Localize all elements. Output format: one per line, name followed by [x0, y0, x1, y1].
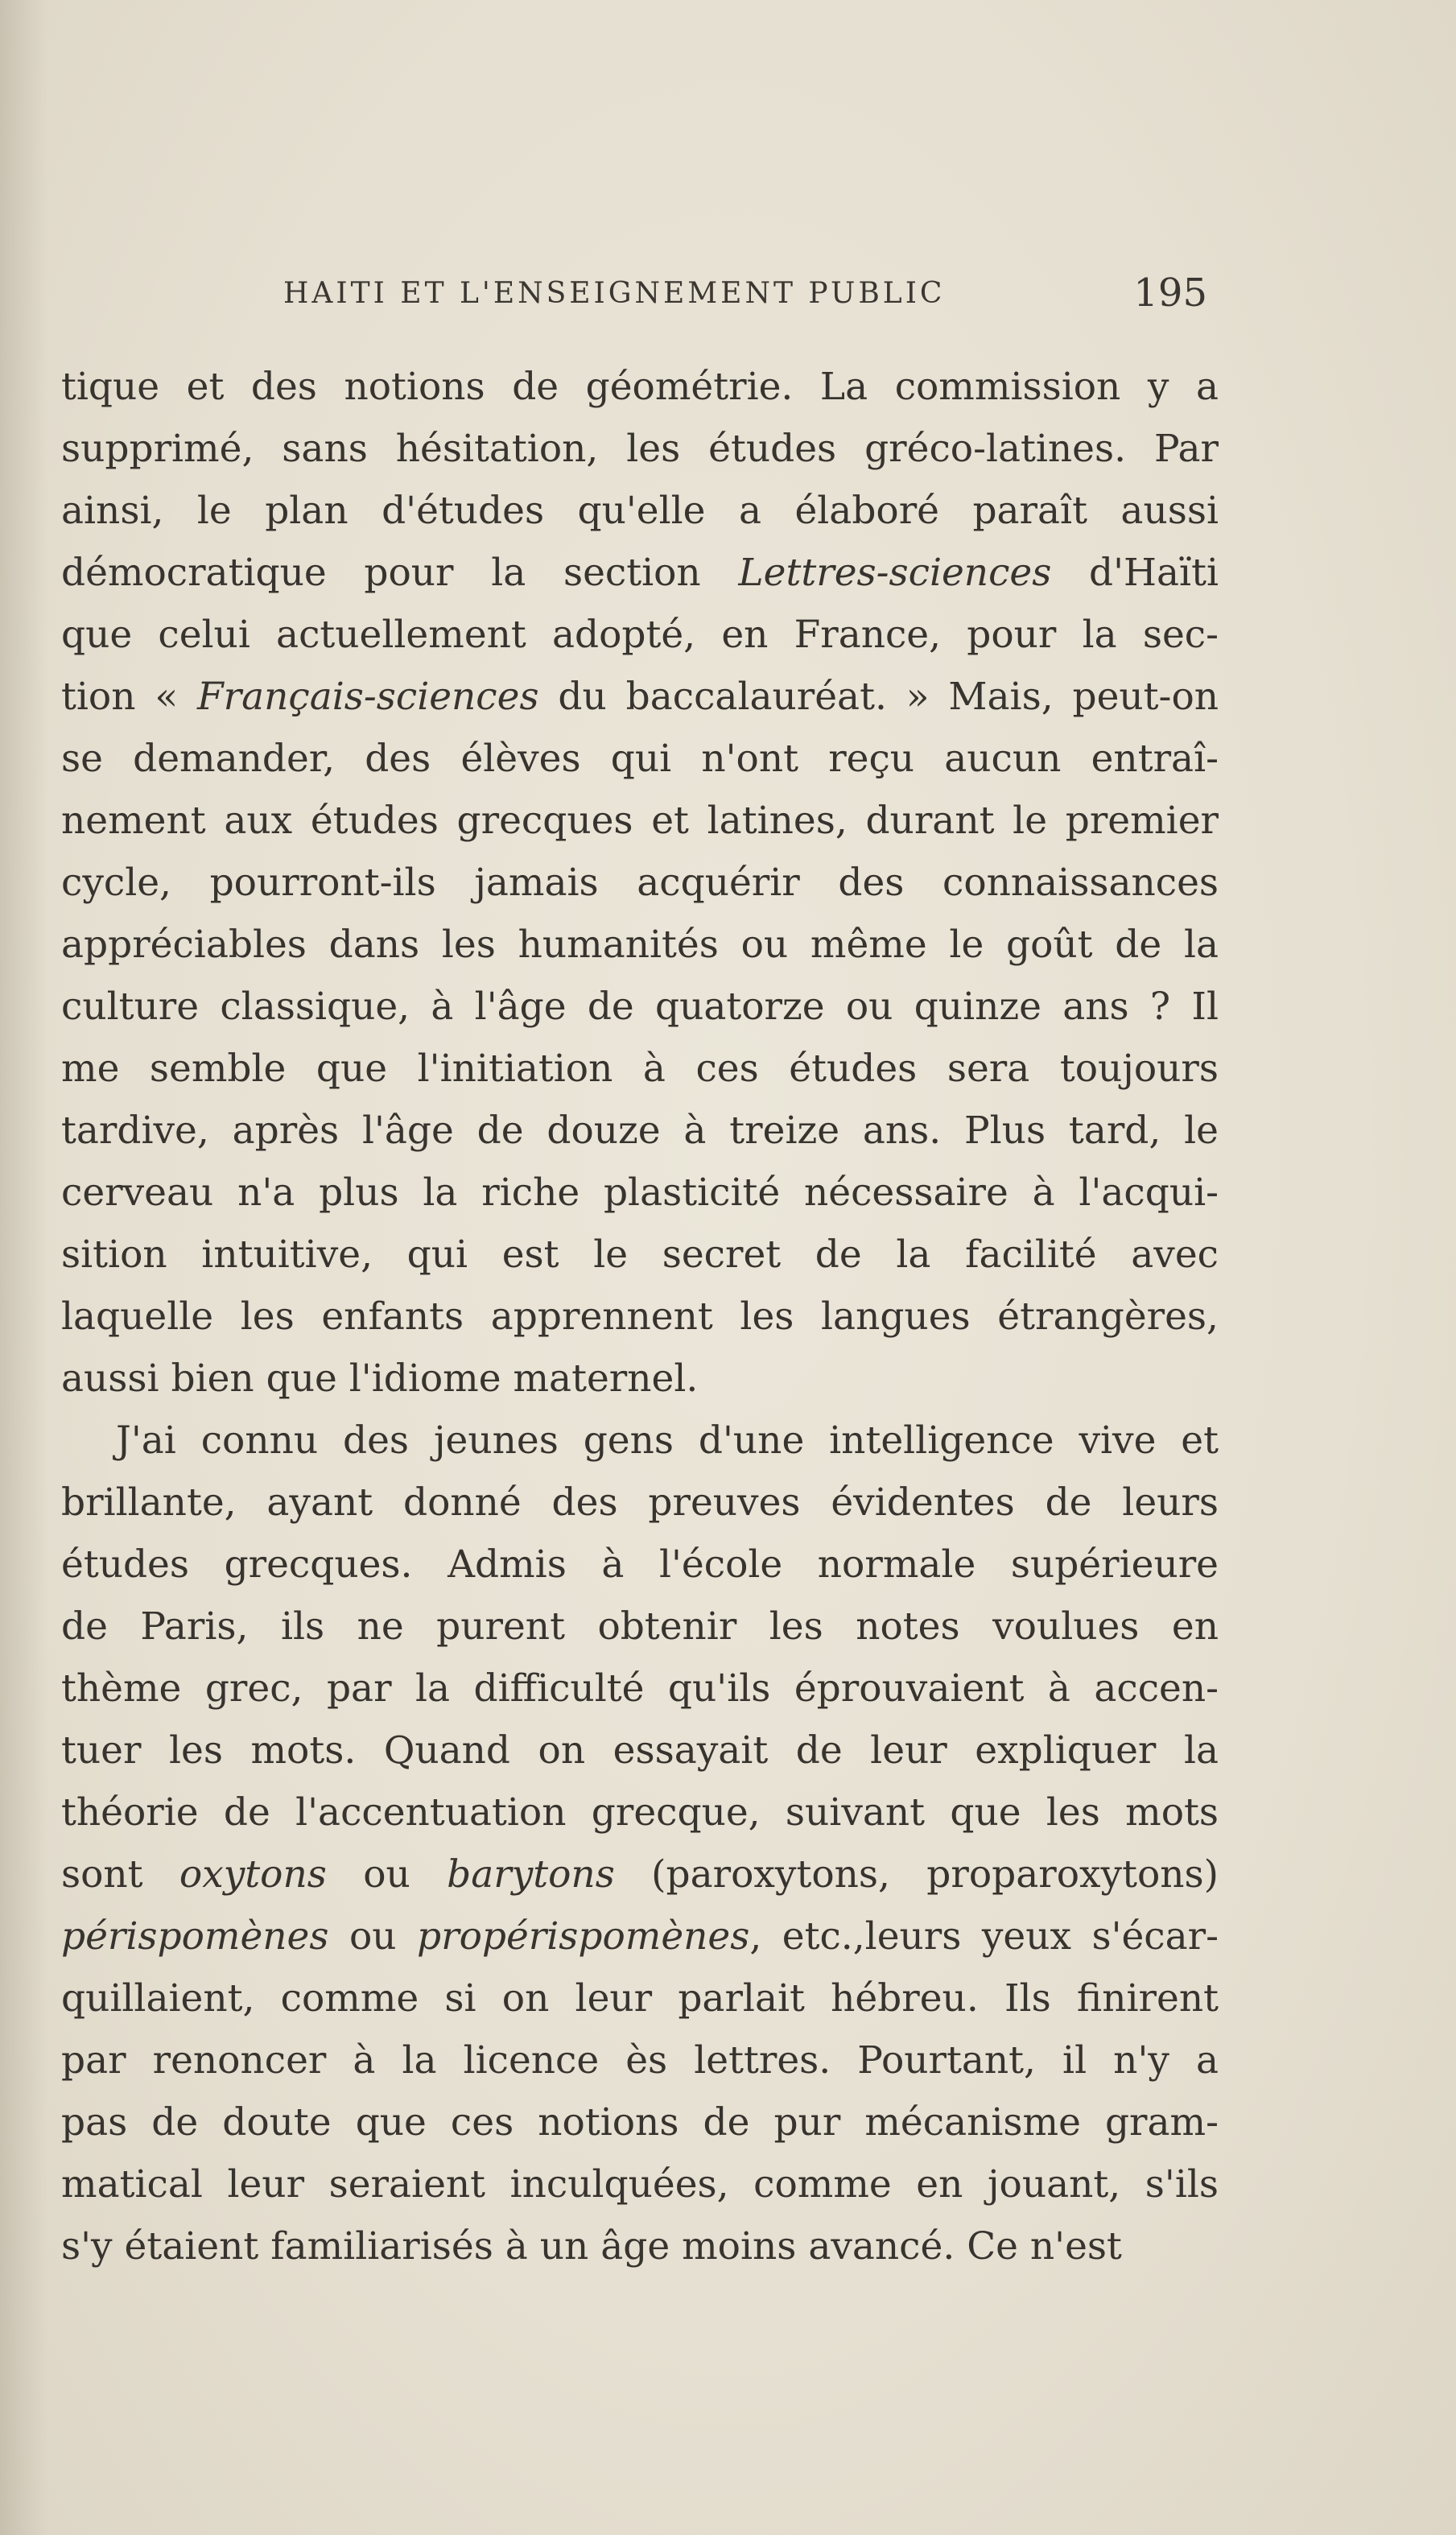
italic-term: périspomènes — [61, 1914, 329, 1959]
text-line — [61, 1348, 1219, 1410]
italic-term: Français-sciences — [197, 675, 539, 719]
text-line — [61, 2215, 1219, 2277]
page-number: 195 — [1133, 270, 1207, 316]
text-segment: supprimé, sans hésitation, les études gréco-latines. Par — [61, 427, 1219, 471]
text-line — [61, 2091, 1219, 2153]
text-line — [61, 666, 1219, 728]
text-segment: cycle, pourront-ils jamais acquérir des connaissances — [61, 861, 1219, 905]
text-segment: pas de doute que ces notions de pur mécanisme gram- — [61, 2100, 1219, 2145]
text-line — [61, 1843, 1219, 1905]
running-head — [283, 270, 1207, 319]
text-line — [61, 1472, 1219, 1534]
text-line — [61, 604, 1219, 666]
page-edge-shadow — [0, 0, 48, 2535]
text-segment: tardive, après l'âge de douze à treize ans. Plus tard, le — [61, 1109, 1219, 1153]
text-line — [61, 1905, 1219, 1967]
text-segment: de Paris, ils ne purent obtenir les notes voulues en — [61, 1604, 1219, 1649]
text-segment: démocratique pour la section — [61, 551, 739, 595]
text-segment: ou — [328, 1914, 418, 1959]
text-segment: culture classique, à l'âge de quatorze ou quinze ans ? Il — [61, 985, 1219, 1029]
text-segment: d'Haïti — [1051, 551, 1219, 595]
text-line — [61, 1224, 1219, 1286]
text-segment: théorie de l'accentuation grecque, suivant que les mots — [61, 1790, 1219, 1835]
text-segment: nement aux études grecques et latines, durant le premier — [61, 799, 1219, 843]
text-segment: sont — [61, 1852, 179, 1897]
text-segment: ou — [326, 1852, 448, 1897]
text-line — [61, 1100, 1219, 1162]
text-segment: par renoncer à la licence ès lettres. Pourtant, il n'y a — [61, 2038, 1219, 2083]
text-segment: cerveau n'a plus la riche plasticité nécessaire à l'acqui- — [61, 1170, 1219, 1215]
text-line — [61, 728, 1219, 790]
text-segment: études grecques. Admis à l'école normale supérieure — [61, 1542, 1219, 1587]
text-line — [61, 418, 1219, 480]
text-segment: appréciables dans les humanités ou même le goût de la — [61, 923, 1219, 967]
text-line — [61, 2153, 1219, 2215]
text-segment: sition intuitive, qui est le secret de la facilité avec — [61, 1232, 1219, 1277]
text-line — [61, 2029, 1219, 2091]
text-segment: thème grec, par la difficulté qu'ils éprouvaient à accen- — [61, 1666, 1219, 1711]
text-segment: quillaient, comme si on leur parlait hébreu. Ils finirent — [61, 1976, 1219, 2021]
text-segment: , etc.,leurs yeux s'écar- — [749, 1914, 1219, 1959]
text-line — [61, 790, 1219, 852]
text-segment: brillante, ayant donné des preuves évidentes de leurs — [61, 1480, 1219, 1525]
text-segment: ainsi, le plan d'études qu'elle a élaboré paraît aussi — [61, 489, 1219, 533]
text-line — [61, 356, 1219, 418]
text-line — [61, 1162, 1219, 1224]
text-line — [61, 542, 1219, 604]
text-line — [61, 1534, 1219, 1596]
italic-term: oxytons — [179, 1852, 327, 1897]
text-segment: que celui actuellement adopté, en France, pour la sec- — [61, 613, 1219, 657]
text-line — [61, 1782, 1219, 1843]
text-line — [61, 1596, 1219, 1658]
text-segment: se demander, des élèves qui n'ont reçu aucun entraî- — [61, 737, 1219, 781]
text-line — [61, 914, 1219, 976]
italic-term: Lettres-sciences — [738, 551, 1052, 595]
text-segment: du baccalauréat. » Mais, peut-on — [538, 675, 1219, 719]
text-line — [61, 1658, 1219, 1720]
text-line — [61, 1410, 1219, 1472]
text-line — [61, 1286, 1219, 1348]
text-line — [61, 1038, 1219, 1100]
running-title: HAITI ET L'ENSEIGNEMENT PUBLIC — [283, 277, 946, 310]
text-segment: tion « — [61, 675, 197, 719]
text-line — [61, 976, 1219, 1038]
text-line — [61, 1967, 1219, 2029]
text-segment: tique et des notions de géométrie. La commission y a — [61, 365, 1219, 409]
text-segment: laquelle les enfants apprennent les langues étrangères, — [61, 1294, 1219, 1339]
text-segment: matical leur seraient inculquées, comme en jouant, s'ils — [61, 2162, 1219, 2207]
text-segment: me semble que l'initiation à ces études sera toujours — [61, 1047, 1219, 1091]
text-segment: J'ai connu des jeunes gens d'une intelligence vive et — [116, 1418, 1219, 1463]
italic-term: barytons — [447, 1852, 615, 1897]
body-text — [61, 356, 1219, 2277]
text-line — [61, 480, 1219, 542]
text-line — [61, 852, 1219, 914]
text-segment: aussi bien que l'idiome maternel. — [61, 1356, 699, 1401]
text-segment: s'y étaient familiarisés à un âge moins avancé. Ce n'est — [61, 2224, 1122, 2269]
text-segment: (paroxytons, proparoxytons) — [614, 1852, 1219, 1897]
text-segment: tuer les mots. Quand on essayait de leur expliquer la — [61, 1728, 1219, 1773]
italic-term: propérispomènes — [417, 1914, 750, 1959]
text-line — [61, 1720, 1219, 1782]
